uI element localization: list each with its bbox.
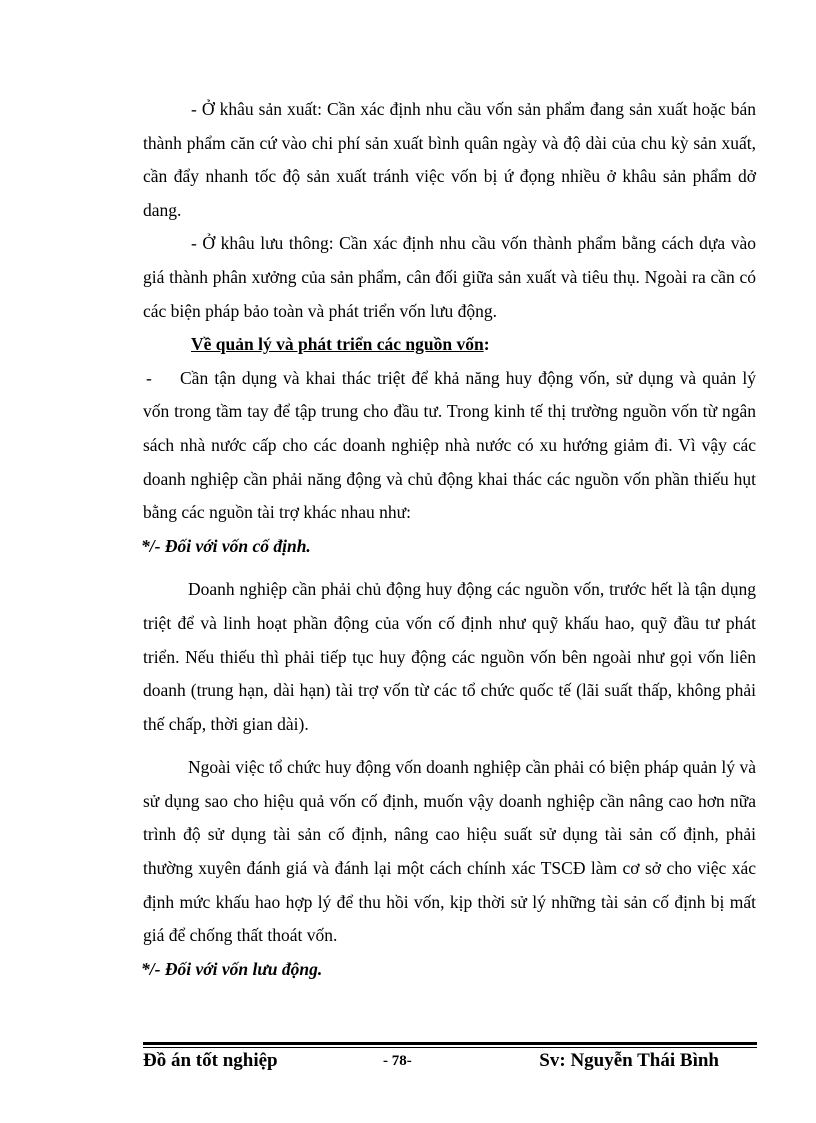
footer-rule-thick bbox=[143, 1042, 757, 1045]
footer-author: Sv: Nguyễn Thái Bình bbox=[539, 1050, 719, 1071]
list-dash: - bbox=[146, 367, 152, 388]
spacer bbox=[143, 741, 756, 751]
paragraph-fixed-capital-management: Ngoài việc tổ chức huy động vốn doanh nghiệp cần phải có biện pháp quản lý và sử dụng sao cho hiệu quả vốn cố định, muốn vậy doanh nghiệp cần nâng cao hơn nữa trình độ sử dụng tài sản cố định, nâng cao hiệu suất sử dụng tài sản cố định, phải thường xuyên đánh giá và đánh lại một cách chính xác TSCĐ làm cơ sở cho việc xác định mức khấu hao hợp lý để thu hồi vốn, kịp thời sử lý những tài sản cố định bị mất giá để chống thất thoát vốn. bbox=[143, 757, 756, 946]
paragraph-capital-mobilization-text: Cần tận dụng và khai thác triệt để khả năng huy động vốn, sử dụng và quản lý vốn trong tầm tay để tập trung cho đầu tư. Trong kinh tế thị trường nguồn vốn từ ngân sách nhà nước cấp cho các doanh nghiệp nhà nước có xu hướng giảm đi. Vì vậy các doanh nghiệp cần phải năng động và chủ động khai thác các nguồn vốn phần thiếu hụt bằng các nguồn tài trợ khác nhau như: bbox=[143, 367, 756, 523]
page-footer bbox=[143, 1048, 757, 1074]
paragraph-circulation-stage: - Ở khâu lưu thông: Cần xác định nhu cầu vốn thành phẩm bằng cách dựa vào giá thành phân xưởng của sản phẩm, cân đối giữa sản xuất và tiêu thụ. Ngoài ra cần có các biện pháp bảo toàn và phát triển vốn lưu động. bbox=[143, 233, 756, 321]
section-heading bbox=[191, 328, 756, 362]
paragraph-production-stage: - Ở khâu sản xuất: Cần xác định nhu cầu vốn sản phẩm đang sản xuất hoặc bán thành phẩm căn cứ vào chi phí sản xuất bình quân ngày và độ dài của chu kỳ sản xuất, cần đẩy nhanh tốc độ sản xuất tránh việc vốn bị ứ đọng nhiều ở khâu sản phẩm dở dang. bbox=[143, 99, 756, 220]
document-body bbox=[143, 93, 756, 986]
footer-document-type: Đồ án tốt nghiệp bbox=[143, 1050, 278, 1071]
paragraph-capital-mobilization bbox=[143, 362, 756, 530]
section-heading-text: Về quản lý và phát triển các nguồn vốn bbox=[191, 334, 484, 355]
footer-page-number: - 78- bbox=[383, 1053, 412, 1069]
spacer bbox=[143, 563, 756, 573]
paragraph-fixed-capital-sources: Doanh nghiệp cần phải chủ động huy động các nguồn vốn, trước hết là tận dụng triệt để và linh hoạt phần động của vốn cố định như quỹ khấu hao, quỹ đầu tư phát triển. Nếu thiếu thì phải tiếp tục huy động các nguồn vốn bên ngoài như gọi vốn liên doanh (trung hạn, dài hạn) tài trợ vốn từ các tổ chức quốc tế (lãi suất thấp, không phải thế chấp, thời gian dài). bbox=[143, 579, 756, 734]
subheading-fixed-capital: */- Đối với vốn cố định. bbox=[141, 535, 311, 556]
section-heading-colon: : bbox=[483, 334, 490, 355]
subheading-working-capital: */- Đối với vốn lưu động. bbox=[141, 958, 323, 979]
